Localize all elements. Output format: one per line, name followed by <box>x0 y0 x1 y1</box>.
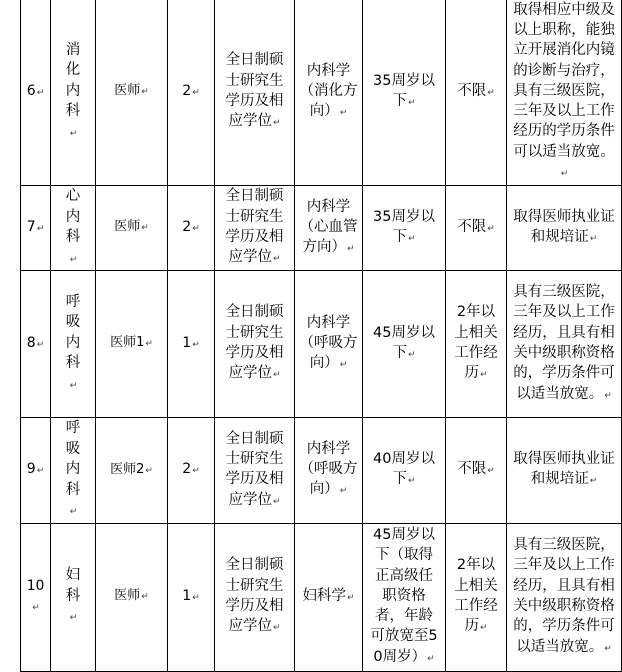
position-cell <box>96 186 168 271</box>
position-cell <box>96 523 168 671</box>
recruitment-table <box>20 0 622 672</box>
row-number-text: 7↵ <box>26 218 45 235</box>
paragraph-return-icon: ↵ <box>36 87 45 98</box>
education-cell <box>215 271 295 418</box>
paragraph-return-icon: ↵ <box>192 87 200 98</box>
other-requirements-text: 取得医师执业证和规培证↵ <box>513 208 615 245</box>
major-text: 妇科学↵ <box>302 587 355 604</box>
experience-cell <box>446 418 507 524</box>
paragraph-return-icon: ↵ <box>589 476 598 487</box>
other-requirements-cell <box>507 418 622 524</box>
paragraph-return-icon: ↵ <box>339 360 348 371</box>
paragraph-return-icon: ↵ <box>192 466 200 477</box>
position-text: 医师2↵ <box>110 461 153 477</box>
education-text: 全日制硕士研究生学历及相应学位↵ <box>225 430 284 508</box>
paragraph-return-icon: ↵ <box>192 592 200 603</box>
paragraph-return-icon: ↵ <box>407 476 416 487</box>
paragraph-return-icon: ↵ <box>141 223 149 234</box>
paragraph-return-icon: ↵ <box>36 223 45 234</box>
row-number-cell <box>21 186 51 271</box>
headcount-cell <box>168 186 215 271</box>
position-text: 医师↵ <box>114 219 149 235</box>
other-requirements-text: 取得相应中级及以上职称，能独立开展消化内镜的诊断与治疗，具有三级医院，三年及以上工作经历的学历条件可以适当放宽。↵ <box>513 1 615 180</box>
experience-text: 2年以上相关工作经历↵ <box>454 557 498 635</box>
headcount-text: 2↵ <box>182 218 200 235</box>
education-text: 全日制硕士研究生学历及相应学位↵ <box>225 304 284 382</box>
major-cell <box>295 0 363 186</box>
headcount-cell <box>168 271 215 418</box>
other-requirements-cell <box>507 523 622 671</box>
paragraph-return-icon: ↵ <box>479 370 488 381</box>
major-cell <box>295 271 363 418</box>
age-cell <box>363 523 446 671</box>
major-cell <box>295 186 363 271</box>
paragraph-return-icon: ↵ <box>346 244 355 255</box>
table-row <box>21 418 622 524</box>
paragraph-return-icon: ↵ <box>604 390 612 401</box>
headcount-text: 2↵ <box>182 461 200 478</box>
table-row <box>21 271 622 418</box>
other-requirements-text: 取得医师执业证和规培证↵ <box>513 450 615 488</box>
department-cell <box>51 271 96 418</box>
age-text: 40周岁以下↵ <box>373 450 435 488</box>
paragraph-return-icon: ↵ <box>272 118 281 129</box>
paragraph-return-icon: ↵ <box>36 339 45 350</box>
paragraph-return-icon: ↵ <box>69 254 78 265</box>
row-number-cell <box>21 418 51 524</box>
department-text: 呼吸内科↵ <box>65 420 81 517</box>
other-requirements-text: 具有三级医院，三年及以上工作经历，且具有相关中级职称资格的，学历条件可以适当放宽。↵ <box>513 284 615 402</box>
paragraph-return-icon: ↵ <box>69 613 78 624</box>
experience-cell <box>446 0 507 186</box>
position-cell <box>96 0 168 186</box>
education-text: 全日制硕士研究生学历及相应学位↵ <box>225 557 284 635</box>
department-text: 呼吸内科↵ <box>65 293 81 391</box>
experience-cell <box>446 271 507 418</box>
paragraph-return-icon: ↵ <box>560 169 569 180</box>
paragraph-return-icon: ↵ <box>487 466 495 477</box>
position-cell <box>96 271 168 418</box>
table-row <box>21 186 622 271</box>
paragraph-return-icon: ↵ <box>145 465 153 476</box>
department-cell <box>51 0 96 186</box>
major-text: 内科学（呼吸方向）↵ <box>299 314 358 372</box>
headcount-cell <box>168 523 215 671</box>
paragraph-return-icon: ↵ <box>427 653 435 664</box>
paragraph-return-icon: ↵ <box>407 350 416 360</box>
age-cell <box>363 271 446 418</box>
headcount-cell <box>168 418 215 524</box>
other-requirements-cell <box>507 186 622 271</box>
department-cell <box>51 523 96 671</box>
paragraph-return-icon: ↵ <box>192 223 200 234</box>
row-number-text: 8↵ <box>26 334 45 351</box>
department-text: 妇科↵ <box>65 567 81 624</box>
table-body <box>21 0 622 671</box>
age-text: 45周岁以下↵ <box>373 324 435 361</box>
position-text: 医师1↵ <box>110 335 153 351</box>
experience-text: 不限↵ <box>457 218 495 235</box>
paragraph-return-icon: ↵ <box>272 370 281 381</box>
paragraph-return-icon: ↵ <box>407 98 416 108</box>
paragraph-return-icon: ↵ <box>407 234 416 244</box>
paragraph-return-icon: ↵ <box>192 339 200 350</box>
paragraph-return-icon: ↵ <box>346 592 355 603</box>
education-text: 全日制硕士研究生学历及相应学位↵ <box>225 52 284 130</box>
row-number-cell <box>21 271 51 418</box>
paragraph-return-icon: ↵ <box>141 87 149 98</box>
headcount-cell <box>168 0 215 186</box>
paragraph-return-icon: ↵ <box>69 380 78 391</box>
row-number-cell <box>21 523 51 671</box>
education-cell <box>215 0 295 186</box>
headcount-text: 1↵ <box>182 334 200 351</box>
experience-cell <box>446 523 507 671</box>
paragraph-return-icon: ↵ <box>36 466 45 477</box>
paragraph-return-icon: ↵ <box>272 496 281 507</box>
paragraph-return-icon: ↵ <box>272 623 281 634</box>
experience-text: 2年以上相关工作经历↵ <box>454 304 498 382</box>
paragraph-return-icon: ↵ <box>32 603 40 613</box>
experience-cell <box>446 186 507 271</box>
education-cell <box>215 418 295 524</box>
table-row <box>21 523 622 671</box>
age-text: 35周岁以下↵ <box>373 208 435 245</box>
paragraph-return-icon: ↵ <box>479 623 488 634</box>
position-text: 医师↵ <box>114 83 149 99</box>
department-text: 心内科↵ <box>65 188 81 265</box>
row-number-cell <box>21 0 51 186</box>
paragraph-return-icon: ↵ <box>487 223 495 234</box>
row-number-text: 9↵ <box>26 461 45 478</box>
age-text: 45周岁以下（取得正高级任职资格者，年龄可放宽至50周岁）↵ <box>370 526 438 665</box>
paragraph-return-icon: ↵ <box>69 128 78 139</box>
row-number-text: 10↵ <box>26 577 45 613</box>
major-cell <box>295 523 363 671</box>
headcount-text: 2↵ <box>182 82 200 99</box>
other-requirements-cell <box>507 0 622 186</box>
major-text: 内科学（心血管方向）↵ <box>299 198 358 256</box>
department-text: 消化内科↵ <box>65 41 81 139</box>
education-text: 全日制硕士研究生学历及相应学位↵ <box>225 188 284 266</box>
paragraph-return-icon: ↵ <box>487 87 495 98</box>
paragraph-return-icon: ↵ <box>141 592 149 603</box>
paragraph-return-icon: ↵ <box>589 234 598 244</box>
other-requirements-text: 具有三级医院，三年及以上工作经历，且具有相关中级职称资格的，学历条件可以适当放宽。↵ <box>513 537 615 655</box>
major-text: 内科学（消化方向）↵ <box>299 62 358 120</box>
age-cell <box>363 418 446 524</box>
other-requirements-cell <box>507 271 622 418</box>
department-cell <box>51 186 96 271</box>
paragraph-return-icon: ↵ <box>145 339 153 350</box>
major-cell <box>295 418 363 524</box>
paragraph-return-icon: ↵ <box>339 108 348 119</box>
age-text: 35周岁以下↵ <box>373 72 435 109</box>
position-cell <box>96 418 168 524</box>
age-cell <box>363 0 446 186</box>
age-cell <box>363 186 446 271</box>
education-cell <box>215 523 295 671</box>
paragraph-return-icon: ↵ <box>69 507 78 517</box>
experience-text: 不限↵ <box>457 82 495 99</box>
paragraph-return-icon: ↵ <box>604 643 612 654</box>
education-cell <box>215 186 295 271</box>
major-text: 内科学（呼吸方向）↵ <box>299 440 358 498</box>
row-number-text: 6↵ <box>26 82 45 99</box>
experience-text: 不限↵ <box>457 461 495 478</box>
headcount-text: 1↵ <box>182 587 200 604</box>
paragraph-return-icon: ↵ <box>339 486 348 497</box>
department-cell <box>51 418 96 524</box>
table-row <box>21 0 622 186</box>
position-text: 医师↵ <box>114 588 149 604</box>
paragraph-return-icon: ↵ <box>272 254 281 265</box>
